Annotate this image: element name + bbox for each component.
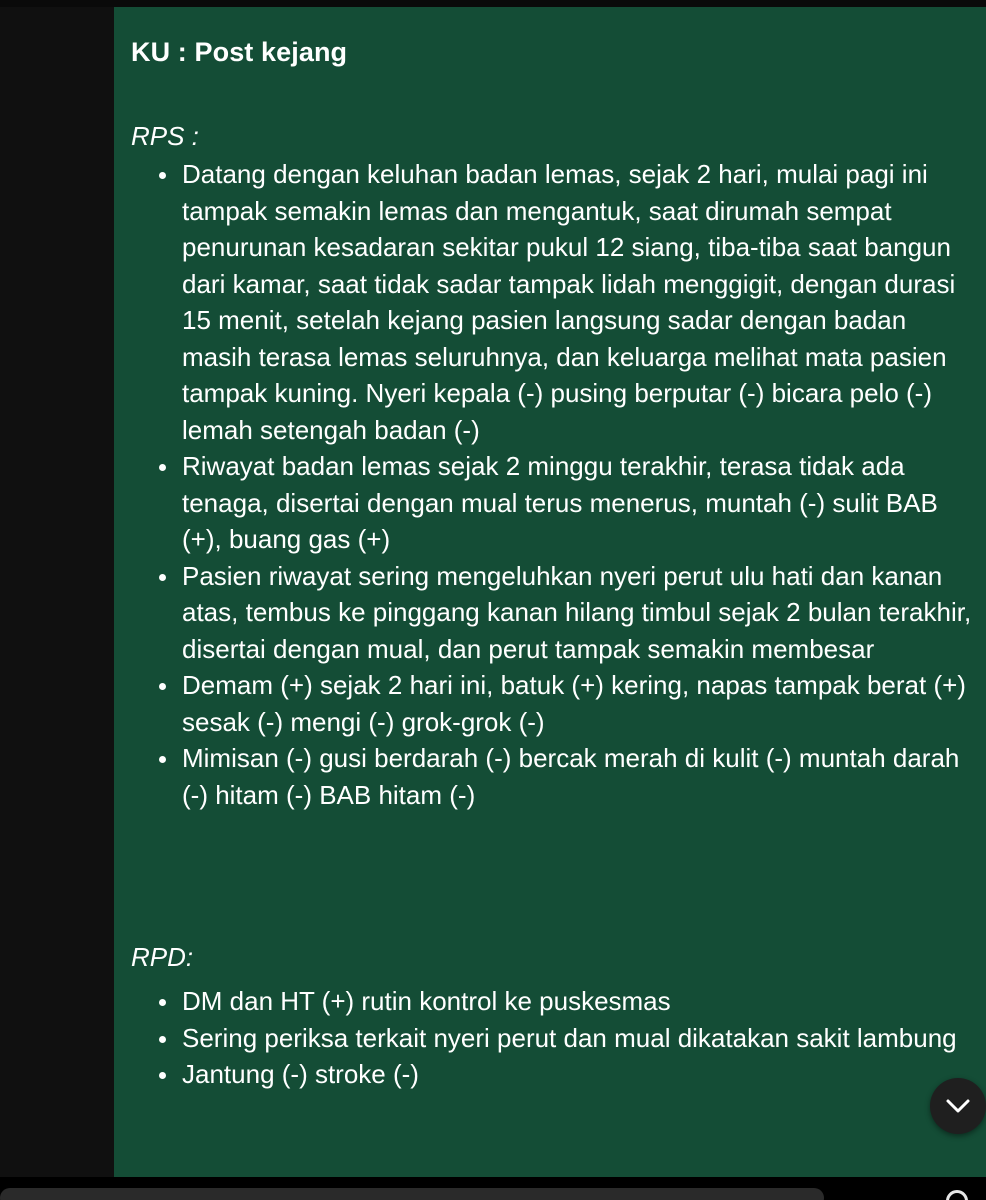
rps-item-3: Pasien riwayat sering mengeluhkan nyeri perut ulu hati dan kanan atas, tembus ke pinggang kanan hilang timbul sejak 2 bulan terakhir, disertai dengan mual, dan perut tampak semakin membesar (182, 558, 982, 668)
rps-list (182, 156, 982, 813)
rps-item-2: Riwayat badan lemas sejak 2 minggu terakhir, terasa tidak ada tenaga, disertai dengan mual terus menerus, muntah (-) sulit BAB (+), buang gas (+) (182, 448, 982, 558)
scroll-down-button[interactable] (930, 1078, 986, 1134)
note-heading: KU : Post kejang (131, 37, 348, 67)
rpd-item-3: Jantung (-) stroke (-) (182, 1056, 982, 1093)
rps-item-4: Demam (+) sejak 2 hari ini, batuk (+) kering, napas tampak berat (+) sesak (-) mengi (-) grok-grok (-) (182, 667, 982, 740)
rps-item-5: Mimisan (-) gusi berdarah (-) bercak merah di kulit (-) muntah darah (-) hitam (-) BAB hitam (-) (182, 740, 982, 813)
note-panel (114, 7, 986, 1177)
rpd-list (182, 983, 982, 1093)
rps-item-1: Datang dengan keluhan badan lemas, sejak 2 hari, mulai pagi ini tampak semakin lemas dan mengantuk, saat dirumah sempat penurunan kesadaran sekitar pukul 12 siang, tiba-tiba saat bangun dari kamar, saat tidak sadar tampak lidah menggigit, dengan durasi 15 menit, setelah kejang pasien langsung sadar dengan badan masih terasa lemas seluruhnya, dan keluarga melihat mata pasien tampak kuning. Nyeri kepala (-) pusing berputar (-) bicara pelo (-) lemah setengah badan (-) (182, 156, 982, 448)
top-edge-bar (0, 0, 986, 7)
bottom-input-bar[interactable] (0, 1188, 824, 1200)
chevron-down-icon (945, 1095, 971, 1117)
rps-label: RPS : (131, 121, 199, 151)
left-sidebar-strip (0, 7, 114, 1187)
rpd-label: RPD: (131, 942, 194, 972)
rpd-item-2: Sering periksa terkait nyeri perut dan mual dikatakan sakit lambung (182, 1020, 982, 1057)
rpd-item-1: DM dan HT (+) rutin kontrol ke puskesmas (182, 983, 982, 1020)
